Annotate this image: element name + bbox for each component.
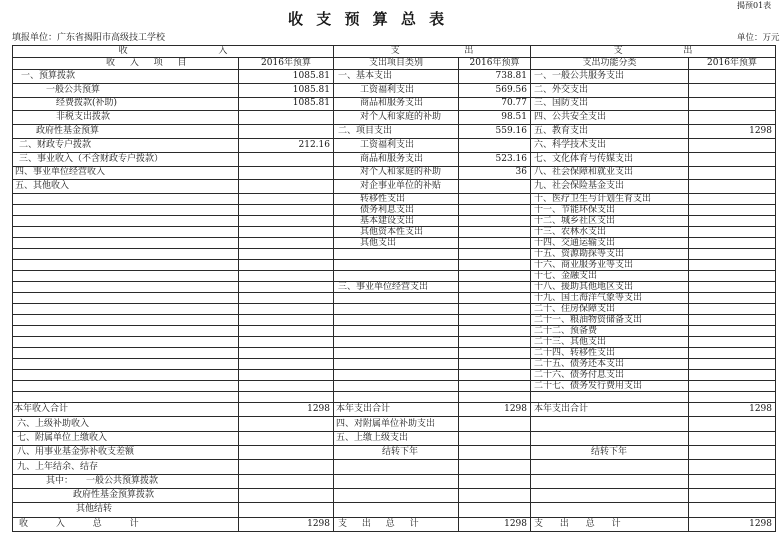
expense-category-budget-cell [459,431,531,445]
expense-category-cell [334,293,459,304]
expense-category-budget-cell [459,249,531,260]
income-budget-cell [239,293,334,304]
expense-function-group-header: 支 出 [531,46,776,58]
table-row [13,446,776,460]
expense-category-budget-cell [459,446,531,460]
income-budget-cell [239,417,334,431]
income-item-cell [13,370,239,381]
table-row [13,260,776,271]
expense-category-cell [334,474,459,488]
income-budget-cell: 212.16 [239,138,334,152]
function-budget-cell: 1298 [689,517,776,531]
income-budget-cell: 1298 [239,403,334,417]
expense-category-budget-cell: 1298 [459,403,531,417]
expense-category-cell: 其他支出 [334,238,459,249]
function-budget-cell [689,431,776,445]
income-item-header: 收 入 项 目 [13,58,239,70]
income-item-cell [13,326,239,337]
function-class-cell: 十四、交通运输支出 [531,238,689,249]
expense-category-budget-cell: 559.16 [459,125,531,139]
expense-category-budget-cell [459,282,531,293]
income-budget-header: 2016年预算 [239,58,334,70]
table-row [13,70,776,84]
function-class-cell: 二、外交支出 [531,83,689,97]
expense-category-header: 支出项目类别 [334,58,459,70]
function-budget-cell [689,460,776,474]
expense-category-cell: 商品和服务支出 [334,97,459,111]
income-item-cell [13,392,239,403]
function-budget-cell [689,180,776,194]
function-class-cell: 二十二、预备费 [531,326,689,337]
expense-category-budget-cell [459,304,531,315]
expense-category-cell [334,271,459,282]
expense-category-budget-cell [459,194,531,205]
function-budget-cell [689,216,776,227]
function-class-cell: 二十四、转移性支出 [531,348,689,359]
income-item-cell: 五、其他收入 [13,180,239,194]
function-budget-cell [689,417,776,431]
income-budget-cell [239,488,334,502]
expense-category-cell: 对企事业单位的补贴 [334,180,459,194]
function-budget-cell [689,260,776,271]
income-item-cell: 九、上年结余、结存 [13,460,239,474]
expense-category-cell: 转移性支出 [334,194,459,205]
grand-total-row [13,517,776,531]
expense-category-budget-cell [459,138,531,152]
table-row [13,417,776,431]
expense-category-cell [334,460,459,474]
income-budget-cell [239,326,334,337]
income-item-cell [13,194,239,205]
function-budget-cell [689,326,776,337]
function-class-cell: 五、教育支出 [531,125,689,139]
income-budget-cell [239,227,334,238]
filing-unit: 填报单位：广东省揭阳市高级技工学校 [12,33,166,43]
income-budget-cell [239,474,334,488]
income-budget-cell [239,381,334,392]
income-budget-cell: 1085.81 [239,83,334,97]
expense-category-budget-cell: 36 [459,166,531,180]
expense-category-budget-cell [459,503,531,517]
function-class-cell [531,431,689,445]
expense-category-budget-cell [459,381,531,392]
function-class-cell: 二十、住房保障支出 [531,304,689,315]
function-class-cell: 十二、城乡社区支出 [531,216,689,227]
income-item-cell: 收 入 总 计 [13,517,239,531]
function-class-cell [531,392,689,403]
expense-category-budget-cell [459,293,531,304]
expense-category-budget-cell: 70.77 [459,97,531,111]
income-budget-cell [239,238,334,249]
function-class-cell [531,474,689,488]
table-row [13,271,776,282]
table-title: 收 支 预 算 总 表 [288,10,445,28]
function-budget-cell [689,348,776,359]
income-item-cell [13,238,239,249]
function-class-cell: 十一、节能环保支出 [531,205,689,216]
function-class-cell: 二十七、债务发行费用支出 [531,381,689,392]
function-budget-cell [689,474,776,488]
expense-category-cell: 结转下年 [334,446,459,460]
function-class-cell: 一、一般公共服务支出 [531,70,689,84]
table-row [13,460,776,474]
budget-table-body [13,46,776,532]
function-budget-cell [689,304,776,315]
expense-category-budget-cell [459,180,531,194]
income-item-cell [13,293,239,304]
expense-category-budget-cell: 738.81 [459,70,531,84]
function-class-cell: 八、社会保障和就业支出 [531,166,689,180]
income-item-cell [13,249,239,260]
table-row [13,97,776,111]
income-budget-cell [239,460,334,474]
function-class-cell: 十三、农林水支出 [531,227,689,238]
function-budget-cell [689,238,776,249]
function-budget-cell [689,70,776,84]
table-row [13,304,776,315]
table-row [13,282,776,293]
income-item-cell: 其他结转 [13,503,239,517]
income-item-cell [13,304,239,315]
income-budget-cell [239,152,334,166]
income-budget-cell [239,125,334,139]
function-budget-cell [689,205,776,216]
function-class-cell [531,460,689,474]
function-budget-cell [689,282,776,293]
expense-category-budget-header: 2016年预算 [459,58,531,70]
expense-category-budget-cell [459,315,531,326]
income-budget-cell [239,348,334,359]
function-class-cell: 四、公共安全支出 [531,111,689,125]
table-row [13,503,776,517]
annual-total-row [13,403,776,417]
table-row [13,83,776,97]
expense-category-cell: 二、项目支出 [334,125,459,139]
expense-category-cell: 一、基本支出 [334,70,459,84]
function-budget-cell [689,315,776,326]
income-item-cell [13,381,239,392]
table-row [13,249,776,260]
expense-category-budget-cell [459,417,531,431]
income-budget-cell [239,503,334,517]
income-item-cell: 非税支出拨款 [13,111,239,125]
expense-category-cell: 工资福利支出 [334,138,459,152]
income-item-cell [13,227,239,238]
table-row [13,111,776,125]
expense-category-budget-cell [459,205,531,216]
expense-category-cell: 对个人和家庭的补助 [334,166,459,180]
income-item-cell [13,271,239,282]
function-budget-cell [689,83,776,97]
income-item-cell: 一、预算拨款 [13,70,239,84]
table-row [13,238,776,249]
income-item-cell: 本年收入合计 [13,403,239,417]
income-item-cell: 六、上级补助收入 [13,417,239,431]
expense-category-cell: 对个人和家庭的补助 [334,111,459,125]
function-budget-cell [689,488,776,502]
income-budget-cell: 1085.81 [239,97,334,111]
expense-category-cell: 工资福利支出 [334,83,459,97]
income-item-label: 一般公共预算拨款 [86,475,159,486]
income-item-cell: 七、附属单位上缴收入 [13,431,239,445]
expense-category-cell [334,488,459,502]
income-item-cell [13,474,239,488]
table-row [13,227,776,238]
income-budget-cell: 1085.81 [239,70,334,84]
expense-category-budget-cell: 1298 [459,517,531,531]
table-row [13,315,776,326]
function-budget-cell: 1298 [689,125,776,139]
expense-category-cell: 本年支出合计 [334,403,459,417]
function-budget-cell [689,392,776,403]
table-row [13,359,776,370]
income-budget-cell [239,194,334,205]
expense-category-budget-cell [459,392,531,403]
function-budget-cell: 1298 [689,403,776,417]
income-budget-cell [239,304,334,315]
function-budget-cell [689,503,776,517]
table-row [13,205,776,216]
form-code: 揭预01表 [737,1,772,10]
function-budget-cell [689,227,776,238]
function-class-cell: 二十三、其他支出 [531,337,689,348]
expense-category-budget-cell [459,348,531,359]
expense-category-budget-cell [459,370,531,381]
expense-category-cell [334,348,459,359]
function-budget-cell [689,359,776,370]
expense-category-budget-cell [459,227,531,238]
income-item-cell: 八、用事业基金弥补收支差额 [13,446,239,460]
income-budget-cell [239,392,334,403]
income-item-cell: 四、事业单位经营收入 [13,166,239,180]
table-row [13,348,776,359]
function-class-cell: 二十六、债务付息支出 [531,370,689,381]
expense-category-budget-cell [459,359,531,370]
expense-category-cell [334,381,459,392]
income-budget-cell [239,216,334,227]
income-item-cell: 政府性基金预算拨款 [13,488,239,502]
expense-category-budget-cell: 569.56 [459,83,531,97]
expense-category-cell [334,249,459,260]
function-budget-cell [689,138,776,152]
function-class-cell: 支 出 总 计 [531,517,689,531]
income-item-cell: 经费拨款(补助) [13,97,239,111]
table-row [13,392,776,403]
income-budget-cell [239,359,334,370]
expense-category-cell: 债务利息支出 [334,205,459,216]
function-budget-cell [689,166,776,180]
function-class-cell: 六、科学技术支出 [531,138,689,152]
table-row [13,194,776,205]
expense-category-budget-cell: 523.16 [459,152,531,166]
expense-category-cell: 五、上缴上级支出 [334,431,459,445]
function-class-cell: 十、医疗卫生与计划生育支出 [531,194,689,205]
income-item-cell [13,337,239,348]
table-row [13,337,776,348]
function-class-cell: 十六、商业服务业等支出 [531,260,689,271]
function-budget-cell [689,337,776,348]
income-budget-cell [239,271,334,282]
income-budget-cell [239,337,334,348]
income-item-cell [13,282,239,293]
function-class-cell: 三、国防支出 [531,97,689,111]
table-row [13,216,776,227]
income-budget-cell [239,166,334,180]
function-class-cell: 十九、国土海洋气象等支出 [531,293,689,304]
table-row [13,381,776,392]
income-budget-cell [239,282,334,293]
table-row [13,293,776,304]
function-budget-cell [689,194,776,205]
table-row [13,152,776,166]
expense-category-cell: 商品和服务支出 [334,152,459,166]
income-item-cell: 政府性基金预算 [13,125,239,139]
income-item-cell [13,359,239,370]
income-budget-cell [239,249,334,260]
function-budget-cell [689,293,776,304]
income-budget-cell [239,205,334,216]
header-group-row [13,46,776,58]
function-class-cell [531,488,689,502]
table-row [13,474,776,488]
function-class-cell [531,503,689,517]
expense-category-cell [334,304,459,315]
function-class-cell: 二十五、债务还本支出 [531,359,689,370]
expense-category-budget-cell [459,271,531,282]
table-row [13,180,776,194]
expense-category-cell: 四、对附属单位补助支出 [334,417,459,431]
function-budget-cell [689,271,776,282]
expense-category-budget-cell [459,337,531,348]
expense-category-budget-cell [459,216,531,227]
expense-category-budget-cell [459,260,531,271]
expense-category-cell [334,337,459,348]
table-row [13,125,776,139]
function-class-cell: 七、文化体育与传媒支出 [531,152,689,166]
function-budget-cell [689,97,776,111]
table-row [13,326,776,337]
expense-category-cell [334,392,459,403]
function-class-cell: 十七、金融支出 [531,271,689,282]
expense-category-cell [334,326,459,337]
income-budget-cell [239,260,334,271]
expense-category-cell [334,359,459,370]
income-budget-cell [239,315,334,326]
table-row [13,166,776,180]
expense-category-budget-cell [459,238,531,249]
expense-category-cell [334,315,459,326]
function-budget-cell [689,370,776,381]
table-row [13,138,776,152]
income-budget-cell: 1298 [239,517,334,531]
function-class-cell: 九、社会保险基金支出 [531,180,689,194]
income-item-cell [13,216,239,227]
income-group-header: 收 入 [13,46,334,58]
income-item-cell [13,260,239,271]
income-item-cell [13,205,239,216]
function-budget-cell [689,249,776,260]
function-class-cell: 十五、资源勘探等支出 [531,249,689,260]
function-class-cell: 二十一、粮油物资储备支出 [531,315,689,326]
function-class-header: 支出功能分类 [531,58,689,70]
function-class-cell: 结转下年 [531,446,689,460]
income-budget-cell [239,370,334,381]
function-class-cell [531,417,689,431]
currency-unit: 单位：万元 [737,33,780,43]
expense-category-group-header: 支 出 [334,46,531,58]
table-row [13,488,776,502]
expense-category-cell [334,503,459,517]
expense-category-budget-cell: 98.51 [459,111,531,125]
income-budget-cell [239,111,334,125]
income-budget-cell [239,431,334,445]
function-budget-cell [689,152,776,166]
expense-category-cell: 三、事业单位经营支出 [334,282,459,293]
of-which-label: 其中： [46,475,74,486]
function-budget-cell [689,111,776,125]
income-item-cell [13,315,239,326]
header-column-row [13,58,776,70]
function-class-cell: 本年支出合计 [531,403,689,417]
function-class-cell: 十八、援助其他地区支出 [531,282,689,293]
function-budget-cell [689,381,776,392]
expense-category-cell: 其他资本性支出 [334,227,459,238]
expense-category-cell: 基本建设支出 [334,216,459,227]
expense-category-budget-cell [459,474,531,488]
table-row [13,370,776,381]
income-item-cell: 一般公共预算 [13,83,239,97]
budget-summary-table [12,45,776,532]
function-budget-cell [689,446,776,460]
expense-category-budget-cell [459,488,531,502]
expense-category-cell: 支 出 总 计 [334,517,459,531]
expense-category-budget-cell [459,460,531,474]
income-item-cell: 二、财政专户拨款 [13,138,239,152]
table-row [13,431,776,445]
expense-category-cell [334,370,459,381]
expense-category-cell [334,260,459,271]
income-item-cell: 三、事业收入（不含财政专户拨款） [13,152,239,166]
income-budget-cell [239,446,334,460]
income-budget-cell [239,180,334,194]
function-budget-header: 2016年预算 [689,58,776,70]
income-item-cell [13,348,239,359]
expense-category-budget-cell [459,326,531,337]
